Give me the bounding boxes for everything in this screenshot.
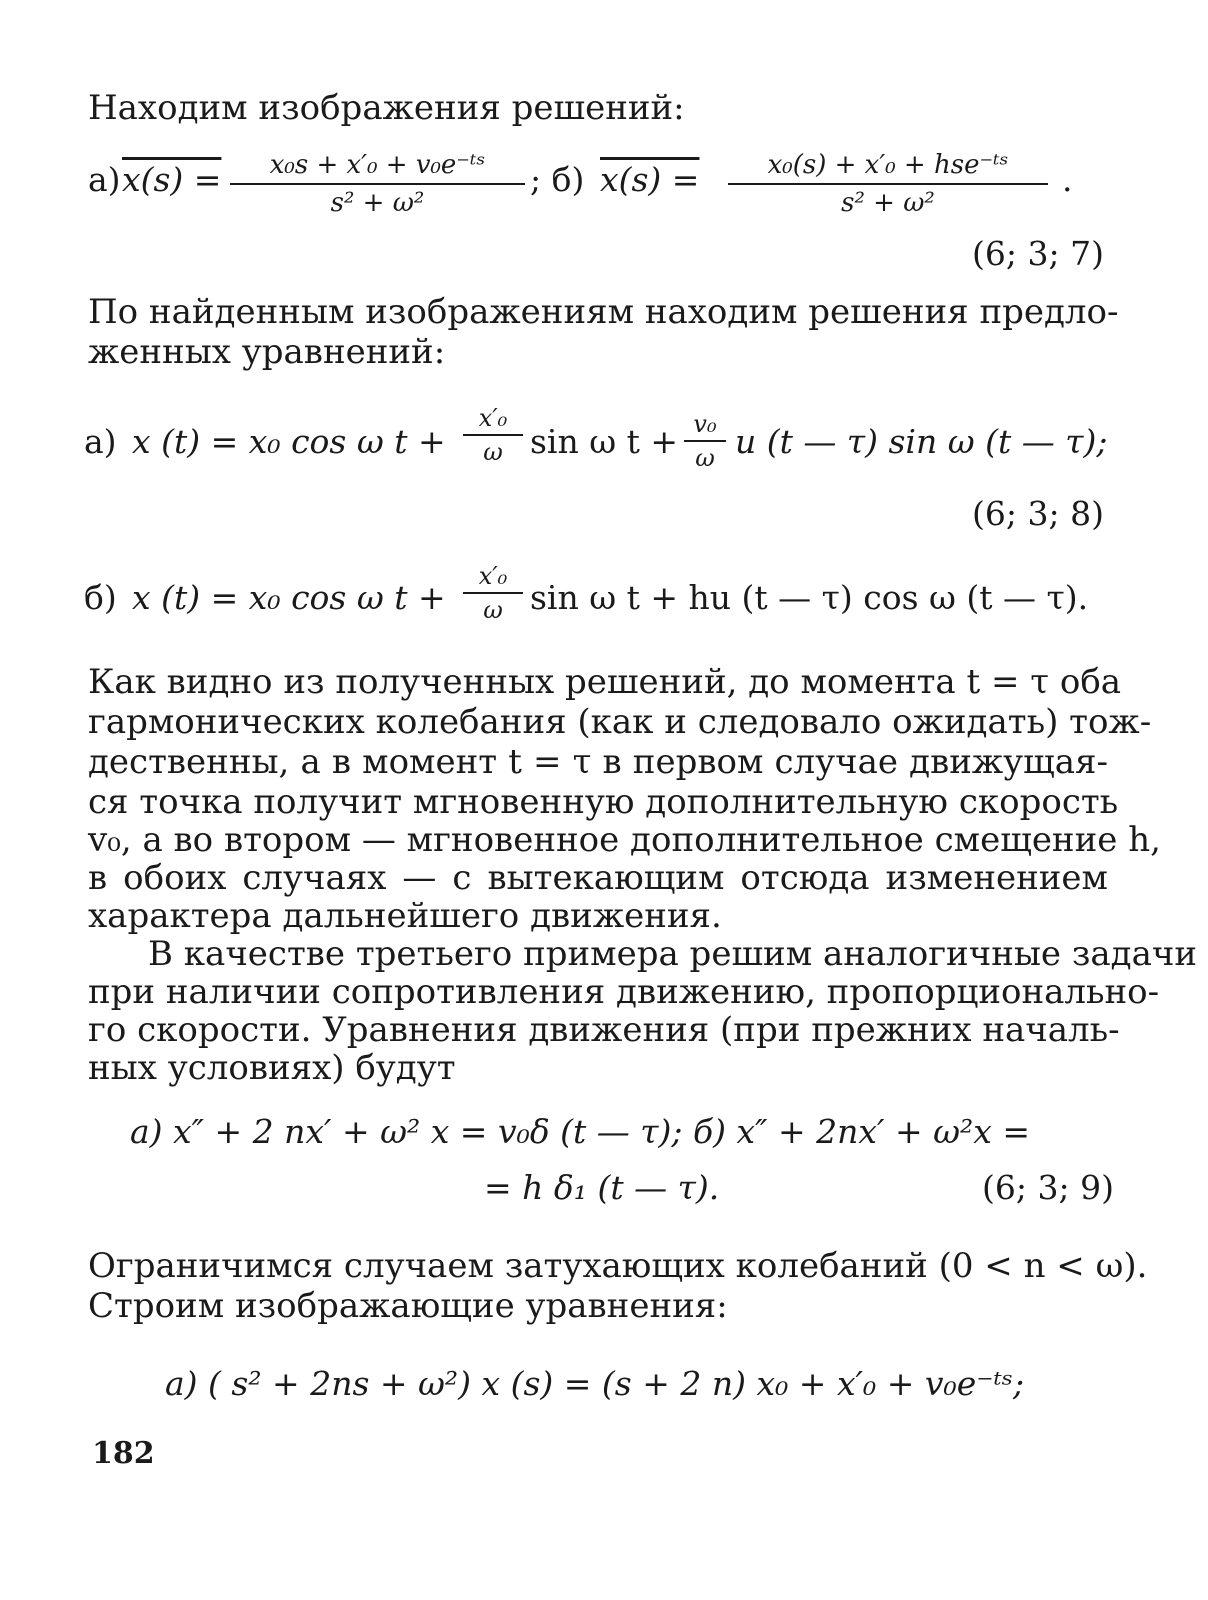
eq8b-frac — [463, 562, 523, 624]
para2-line7: характера дальнейшего движения. — [88, 896, 722, 936]
para2-line2: гармонических колебания (как и следовало ожидать) тож- — [88, 702, 1152, 742]
para2-line3: дественны, а в момент t = τ в первом случае движущая- — [88, 742, 1108, 782]
para2-line5: v₀, а во втором — мгновенное дополнительное смещение h, — [88, 820, 1161, 860]
eq8b-part1: x (t) = x₀ cos ω t + — [132, 578, 446, 617]
eq7-number: (6; 3; 7) — [972, 234, 1104, 273]
eq8a-label: а) — [84, 422, 117, 461]
eq8a-frac1-numerator: x′₀ — [478, 404, 508, 432]
eq8b-label: б) — [84, 578, 117, 617]
eq8a-part1: x (t) = x₀ cos ω t + — [132, 422, 446, 461]
para2-line6: в обоих случаях — с вытекающим отсюда изменением — [88, 858, 1108, 898]
para4-line2: Строим изображающие уравнения: — [88, 1286, 728, 1326]
eq7-b-denominator: s² + ω² — [841, 188, 935, 218]
eq7-b-fraction — [728, 150, 1048, 218]
eq8b-frac-numerator: x′₀ — [478, 562, 508, 590]
page-number: 182 — [92, 1436, 155, 1471]
eq7-a-lhs: x(s) = — [122, 160, 222, 199]
eq7-a-numerator: x₀s + x′₀ + v₀e⁻ᵗˢ — [269, 150, 486, 180]
eq7-a-denominator: s² + ω² — [330, 188, 425, 218]
eq8a-frac1-denominator: ω — [483, 438, 503, 466]
fraction-bar — [463, 434, 523, 436]
eq7-b-lhs: x(s) = — [600, 160, 700, 199]
eq9-line2: = h δ₁ (t — τ). — [484, 1168, 720, 1207]
eq9-line1: а) x″ + 2 nx′ + ω² x = v₀δ (t — τ); б) x″ + 2nx′ + ω²x = — [130, 1112, 1030, 1151]
eq7-a-label: а) — [88, 160, 121, 199]
para3-line4: ных условиях) будут — [88, 1048, 456, 1088]
para3-line3: го скорости. Уравнения движения (при прежних началь- — [88, 1010, 1120, 1050]
eq8a-part2: sin ω t + — [530, 422, 679, 461]
eq8a-frac2 — [684, 410, 726, 472]
para2-line4: ся точка получит мгновенную дополнительную скорость — [88, 782, 1119, 822]
eq8a-frac2-denominator: ω — [695, 444, 715, 472]
fraction-bar — [463, 592, 523, 594]
fraction-bar — [684, 440, 726, 442]
para3-line1: В качестве третьего примера решим аналогичные задачи — [148, 934, 1198, 974]
eq10: а) ( s² + 2ns + ω²) x (s) = (s + 2 n) x₀ + x′₀ + v₀e⁻ᵗˢ; — [165, 1364, 1025, 1403]
para1-line1: По найденным изображениям находим решения предло- — [88, 292, 1119, 332]
para1-line2: женных уравнений: — [88, 332, 446, 372]
eq7-separator: ; б) — [530, 160, 585, 199]
eq7-a-fraction — [230, 150, 525, 218]
para4-line1: Ограничимся случаем затухающих колебаний (0 < n < ω). — [88, 1246, 1148, 1286]
eq8a-frac2-numerator: v₀ — [693, 410, 717, 438]
intro-text: Находим изображения решений: — [88, 88, 685, 128]
fraction-bar — [728, 183, 1048, 185]
eq8-number: (6; 3; 8) — [972, 494, 1104, 533]
para2-line1: Как видно из полученных решений, до момента t = τ оба — [88, 662, 1122, 702]
eq8a-part3: u (t — τ) sin ω (t — τ); — [735, 422, 1108, 461]
fraction-bar — [230, 183, 525, 185]
eq7-end: . — [1062, 160, 1073, 199]
eq9-number: (6; 3; 9) — [982, 1168, 1114, 1207]
eq8b-frac-denominator: ω — [483, 596, 503, 624]
eq8b-part2: sin ω t + hu (t — τ) cos ω (t — τ). — [530, 578, 1089, 617]
eq8a-frac1 — [463, 404, 523, 466]
eq7-b-numerator: x₀(s) + x′₀ + hse⁻ᵗˢ — [767, 150, 1009, 180]
para3-line2: при наличии сопротивления движению, пропорционально- — [88, 972, 1160, 1012]
